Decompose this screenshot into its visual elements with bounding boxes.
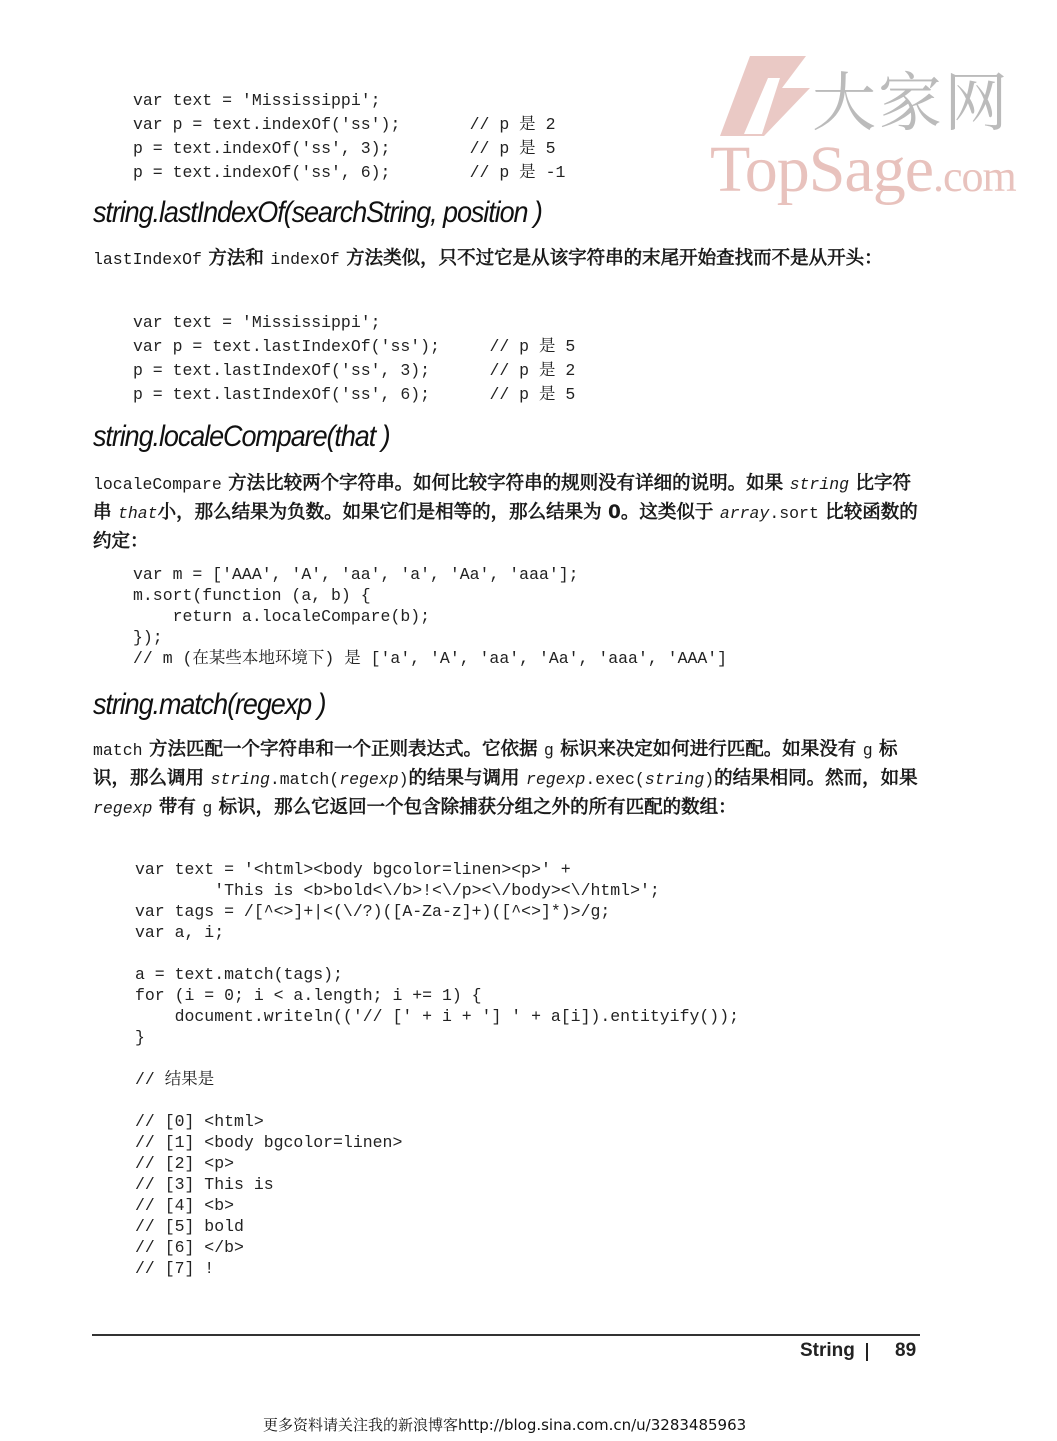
inline-code: ) [398,770,409,789]
code-line: var tags = /[^<>]+|<(\/?)([A-Za-z]+)([^<>]*)>/g; [135,902,611,921]
code-block-indexof [133,89,565,185]
blog-notice: 更多资料请关注我的新浪博客http://blog.sina.com.cn/u/3283485963 [263,1416,747,1434]
inline-code: g [202,799,213,818]
inline-italic: regexp [525,770,586,789]
code-line: } [135,1028,145,1047]
code-line: for (i = 0; i < a.length; i += 1) { [135,986,482,1005]
code-line: var m = ['AAA', 'A', 'aa', 'a', 'Aa', 'aaa']; [133,565,579,584]
code-line: p = text.indexOf('ss', 3); // p 是 5 [133,139,556,158]
code-line: var text = 'Mississippi'; [133,313,381,332]
footer-rule [92,1334,920,1336]
code-line [135,1048,739,1069]
code-line: // [2] <p> [135,1154,235,1173]
code-line [135,1090,739,1111]
paragraph-text: 比字符串 [93,473,911,523]
code-block-localecompare [133,564,727,669]
code-line: p = text.lastIndexOf('ss', 3); // p 是 2 [133,361,576,380]
paragraph-localecompare [93,470,923,556]
section-heading-match: string.match(regexp ) [93,688,326,721]
inline-italic: array [719,504,770,523]
code-line: var a, i; [135,923,225,942]
paragraph-text: 的结果相同。然而，如果 [714,768,918,789]
code-line: a = text.match(tags); [135,965,343,984]
code-line: 'This is <b>bold<\/b>!<\/p><\/body><\/html>'; [135,881,660,900]
code-line: m.sort(function (a, b) { [133,586,371,605]
code-line: // 结果是 [135,1070,215,1089]
watermark-chinese: 大家网 [812,67,1010,141]
section-heading-localecompare: string.localeCompare(that ) [93,420,390,453]
code-line: // [5] bold [135,1217,244,1236]
inline-italic: string [210,770,270,789]
paragraph-lastindexof [93,245,923,274]
inline-code: .sort [769,504,819,523]
paragraph-text: 带有 [152,797,203,818]
code-line: return a.localeCompare(b); [133,607,431,626]
inline-italic: that [117,504,158,523]
inline-code: match [93,741,143,760]
page-number: 89 [895,1340,917,1361]
inline-code: .exec( [585,770,645,789]
inline-italic: regexp [93,799,153,818]
code-line: // [3] This is [135,1175,274,1194]
code-line: // [6] </b> [135,1238,244,1257]
inline-code: ) [704,770,715,789]
code-line: // [0] <html> [135,1112,264,1131]
code-line: // [4] <b> [135,1196,235,1215]
code-block-match [135,859,739,1279]
paragraph-match [93,736,923,823]
code-line: // m (在某些本地环境下) 是 ['a', 'A', 'aa', 'Aa', 'aaa', 'AAA'] [133,649,728,668]
inline-italic: string [644,770,705,789]
inline-code: .match( [269,770,340,789]
paragraph-text: 方法类似，只不过它是从该字符串的末尾开始查找而不是从开头： [339,248,883,269]
paragraph-text: 方法和 [201,248,271,269]
code-line: // [1] <body bgcolor=linen> [135,1133,403,1152]
inline-code: localeCompare [93,475,222,494]
paragraph-text: 小，那么结果为负数。如果它们是相等的，那么结果为 0。这类似于 [157,502,720,523]
paragraph-text: 方法比较两个字符串。如何比较字符串的规则没有详细的说明。如果 [221,473,790,494]
watermark-english [710,132,1016,208]
watermark-english-suffix: .com [933,152,1016,201]
paragraph-text: 方法匹配一个字符串和一个正则表达式。它依据 [142,739,544,760]
footer-chapter-title: String [800,1340,855,1361]
inline-italic: string [789,475,850,494]
inline-code: g [862,741,873,760]
code-line: document.writeln(('// [' + i + '] ' + a[i]).entityify()); [135,1007,739,1026]
code-line: var text = 'Mississippi'; [133,91,381,110]
inline-code: g [543,741,554,760]
paragraph-text: 标识，那么调用 [93,739,898,789]
section-heading-lastindexof: string.lastIndexOf(searchString, position ) [93,196,542,229]
code-line: var text = '<html><body bgcolor=linen><p>' + [135,860,571,879]
code-block-lastindexof [133,311,575,407]
inline-code: indexOf [270,250,340,269]
inline-italic: regexp [339,770,399,789]
paragraph-text: 比较函数的约定： [93,502,918,552]
code-line: p = text.indexOf('ss', 6); // p 是 -1 [133,163,566,182]
code-line: var p = text.indexOf('ss'); // p 是 2 [133,115,556,134]
watermark-english-main: TopSage [710,133,934,206]
code-line [135,943,739,964]
code-line: // [7] ! [135,1259,215,1278]
code-line: p = text.lastIndexOf('ss', 6); // p 是 5 [133,385,576,404]
watermark-logo-mark [710,48,816,140]
inline-code: lastIndexOf [93,250,202,269]
footer-separator [866,1343,868,1361]
code-line: var p = text.lastIndexOf('ss'); // p 是 5 [133,337,576,356]
code-line: }); [133,628,163,647]
paragraph-text: 标识，那么它返回一个包含除捕获分组之外的所有匹配的数组： [212,797,737,818]
paragraph-text: 标识来决定如何进行匹配。如果没有 [553,739,863,760]
paragraph-text: 的结果与调用 [408,768,526,789]
